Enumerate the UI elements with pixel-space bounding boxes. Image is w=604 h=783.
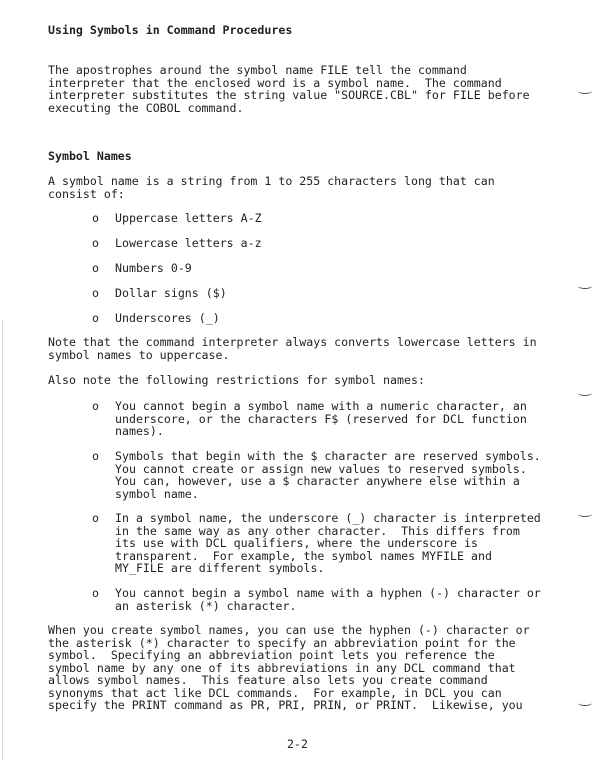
text-line: A symbol name is a string from 1 to 255 characters long that can [48, 174, 495, 188]
margin-change-mark [578, 283, 592, 289]
section-heading: Symbol Names [48, 149, 132, 163]
text-line: specify the PRINT command as PR, PRI, PRIN, or PRINT. Likewise, you [48, 698, 523, 712]
bullet: o [92, 286, 99, 300]
text-line: You can, however, use a $ character anywhere else within a [115, 474, 520, 488]
text-line: interpreter that the enclosed word is a symbol name. The command [48, 75, 502, 90]
scan-edge [2, 320, 3, 760]
bullet: o [92, 211, 99, 225]
text-line: You cannot create or assign new values to reserved symbols. [115, 461, 527, 476]
text-line: underscore, or the characters F$ (reserved for DCL function [115, 411, 527, 426]
bullet: o [92, 586, 99, 600]
text-line: allows symbol names. This feature also lets you create command [48, 673, 488, 687]
text-line: MY_FILE are different symbols. [115, 561, 325, 575]
page-header-title: Using Symbols in Command Procedures [48, 23, 293, 37]
text-line: symbol name. [115, 486, 199, 501]
list-item-text: Uppercase letters A-Z [115, 211, 262, 225]
list-item-text: Lowercase letters a-z [115, 236, 262, 250]
list-item-text: Dollar signs ($) [115, 286, 227, 300]
text-line: You cannot begin a symbol name with a hyphen (-) character or [115, 586, 541, 600]
list-item-text: Numbers 0-9 [115, 261, 192, 275]
page-number: 2-2 [287, 737, 308, 751]
text-line: symbol name by any one of its abbreviations in any DCL command that [48, 660, 516, 675]
bullet: o [92, 511, 99, 525]
bullet: o [92, 449, 99, 463]
text-line: interpreter substitutes the string value "SOURCE.CBL" for FILE before [48, 88, 530, 102]
text-line: Symbols that begin with the $ character are reserved symbols. [115, 449, 541, 463]
text-line: its use with DCL qualifiers, where the underscore is [115, 536, 478, 550]
text-line: symbol names to uppercase. [48, 347, 230, 362]
text-line: In a symbol name, the underscore (_) character is interpreted [115, 511, 541, 525]
text-line: executing the COBOL command. [48, 100, 244, 115]
text-line: symbol. Specifying an abbreviation point lets you reference the [48, 648, 495, 662]
text-line: consist of: [48, 186, 125, 201]
text-line: in the same way as any other character. This differs from [115, 523, 520, 538]
bullet: o [92, 311, 99, 325]
bullet: o [92, 261, 99, 275]
bullet: o [92, 399, 99, 413]
bullet: o [92, 236, 99, 250]
list-item-text: Underscores (_) [115, 311, 220, 325]
margin-change-mark [578, 390, 592, 396]
margin-change-mark [578, 511, 592, 517]
text-line: synonyms that act like DCL commands. For example, in DCL you can [48, 685, 502, 700]
text-line: names). [115, 424, 164, 438]
text-line: The apostrophes around the symbol name FILE tell the command [48, 63, 467, 77]
text-line: transparent. For example, the symbol names MYFILE and [115, 548, 492, 563]
text-line: Note that the command interpreter always converts lowercase letters in [48, 335, 537, 349]
text-line: an asterisk (*) character. [115, 598, 297, 613]
text-line: You cannot begin a symbol name with a numeric character, an [115, 399, 527, 413]
margin-change-mark [578, 88, 592, 94]
text-line: the asterisk (*) character to specify an abbreviation point for the [48, 635, 516, 650]
margin-change-mark [578, 700, 592, 706]
text-line: When you create symbol names, you can use the hyphen (-) character or [48, 623, 530, 637]
restrictions-lead: Also note the following restrictions for symbol names: [48, 373, 425, 387]
